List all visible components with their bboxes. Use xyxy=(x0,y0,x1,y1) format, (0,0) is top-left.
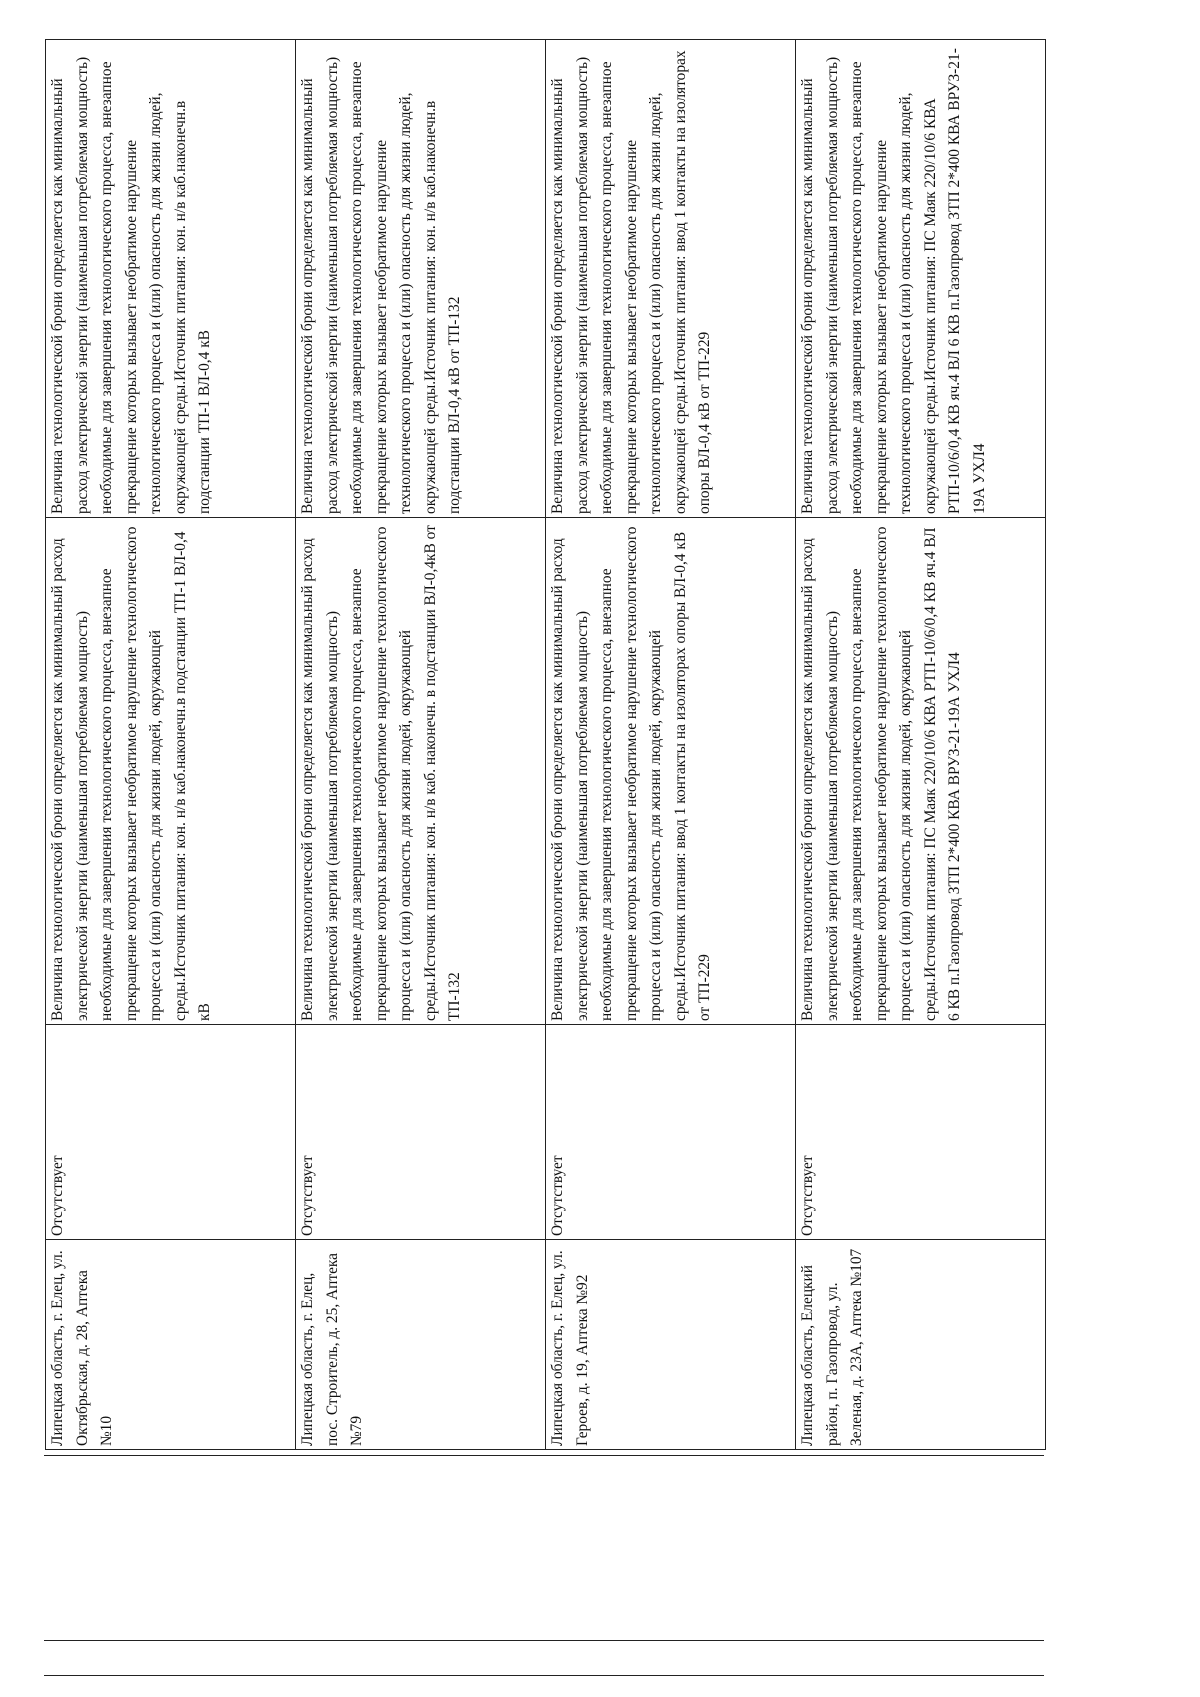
description-cell: Величина технологической брони определяется как минимальный расход электрической энергии (наименьшая потребляемая мощность) необходимые для завершения технологического процесса, внезапное прекращение которых вызывает необратимое нарушение технологического процесса и (или) опасность для жизни людей, окружающей среды.Источник питания: кон. н/в каб. наконечн. в подстанции ВЛ-0,4кВ от ТП-132 xyxy=(296,518,546,1025)
table-row xyxy=(46,40,296,1450)
status-cell: Отсутствует xyxy=(46,1025,296,1240)
description-cell: Величина технологической брони определяется как минимальный расход электрической энергии (наименьшая потребляемая мощность) необходимые для завершения технологического процесса, внезапное прекращение которых вызывает необратимое нарушение технологического процесса и (или) опасность для жизни людей, окружающей среды.Источник питания: кон. н/в каб.наконечн.в подстанции ТП-1 ВЛ-0,4 кВ xyxy=(46,518,296,1025)
table-row xyxy=(796,40,1046,1450)
data-table xyxy=(45,39,1046,1450)
status-cell: Отсутствует xyxy=(546,1025,796,1240)
status-cell: Отсутствует xyxy=(796,1025,1046,1240)
table-row xyxy=(296,40,546,1450)
divider-line xyxy=(44,1455,1044,1456)
address-cell: Липецкая область, г. Елец, ул. Героев, д. 19, Аптека №92 xyxy=(546,1240,796,1450)
address-cell: Липецкая область, г. Елец, пос. Строитель, д. 25, Аптека №79 xyxy=(296,1240,546,1450)
description-cell: Величина технологической брони определяется как минимальный расход электрической энергии (наименьшая потребляемая мощность) необходимые для завершения технологического процесса, внезапное прекращение которых вызывает необратимое нарушение технологического процесса и (или) опасность для жизни людей, окружающей среды.Источник питания: ввод 1 контакты на изоляторах опоры ВЛ-0,4 кВ от ТП-229 xyxy=(546,518,796,1025)
address-cell: Липецкая область, Елецкий район, п. Газопровод, ул. Зеленая, д. 23А, Аптека №107 xyxy=(796,1240,1046,1450)
divider-line xyxy=(44,1640,1044,1641)
rotated-table-container xyxy=(45,40,1050,1450)
status-cell: Отсутствует xyxy=(296,1025,546,1240)
table-row xyxy=(546,40,796,1450)
detail-cell: Величина технологической брони определяется как минимальный расход электрической энергии (наименьшая потребляемая мощность) необходимые для завершения технологического процесса, внезапное прекращение которых вызывает необратимое нарушение технологического процесса и (или) опасность для жизни людей, окружающей среды.Источник питания: ввод 1 контакты на изоляторах опоры ВЛ-0,4 кВ от ТП-229 xyxy=(546,40,796,518)
divider-line xyxy=(44,1675,1044,1676)
detail-cell: Величина технологической брони определяется как минимальный расход электрической энергии (наименьшая потребляемая мощность) необходимые для завершения технологического процесса, внезапное прекращение которых вызывает необратимое нарушение технологического процесса и (или) опасность для жизни людей, окружающей среды.Источник питания: кон. н/в каб.наконечн.в подстанции ТП-1 ВЛ-0,4 кВ xyxy=(46,40,296,518)
address-cell: Липецкая область, г. Елец, ул. Октябрьская, д. 28, Аптека №10 xyxy=(46,1240,296,1450)
description-cell: Величина технологической брони определяется как минимальный расход электрической энергии (наименьшая потребляемая мощность) необходимые для завершения технологического процесса, внезапное прекращение которых вызывает необратимое нарушение технологического процесса и (или) опасность для жизни людей, окружающей среды.Источник питания: ПС Маяк 220/10/6 КВА РТП-10/6/0,4 КВ яч.4 ВЛ 6 КВ п.Газопровод ЗТП 2*400 КВА ВРУЗ-21-19А УХЛ4 xyxy=(796,518,1046,1025)
detail-cell: Величина технологической брони определяется как минимальный расход электрической энергии (наименьшая потребляемая мощность) необходимые для завершения технологического процесса, внезапное прекращение которых вызывает необратимое нарушение технологического процесса и (или) опасность для жизни людей, окружающей среды.Источник питания: ПС Маяк 220/10/6 КВА РТП-10/6/0,4 КВ яч.4 ВЛ 6 КВ п.Газопровод ЗТП 2*400 КВА ВРУЗ-21-19А УХЛ4 xyxy=(796,40,1046,518)
detail-cell: Величина технологической брони определяется как минимальный расход электрической энергии (наименьшая потребляемая мощность) необходимые для завершения технологического процесса, внезапное прекращение которых вызывает необратимое нарушение технологического процесса и (или) опасность для жизни людей, окружающей среды.Источник питания: кон. н/в каб.наконечн.в подстанции ВЛ-0,4 кВ от ТП-132 xyxy=(296,40,546,518)
